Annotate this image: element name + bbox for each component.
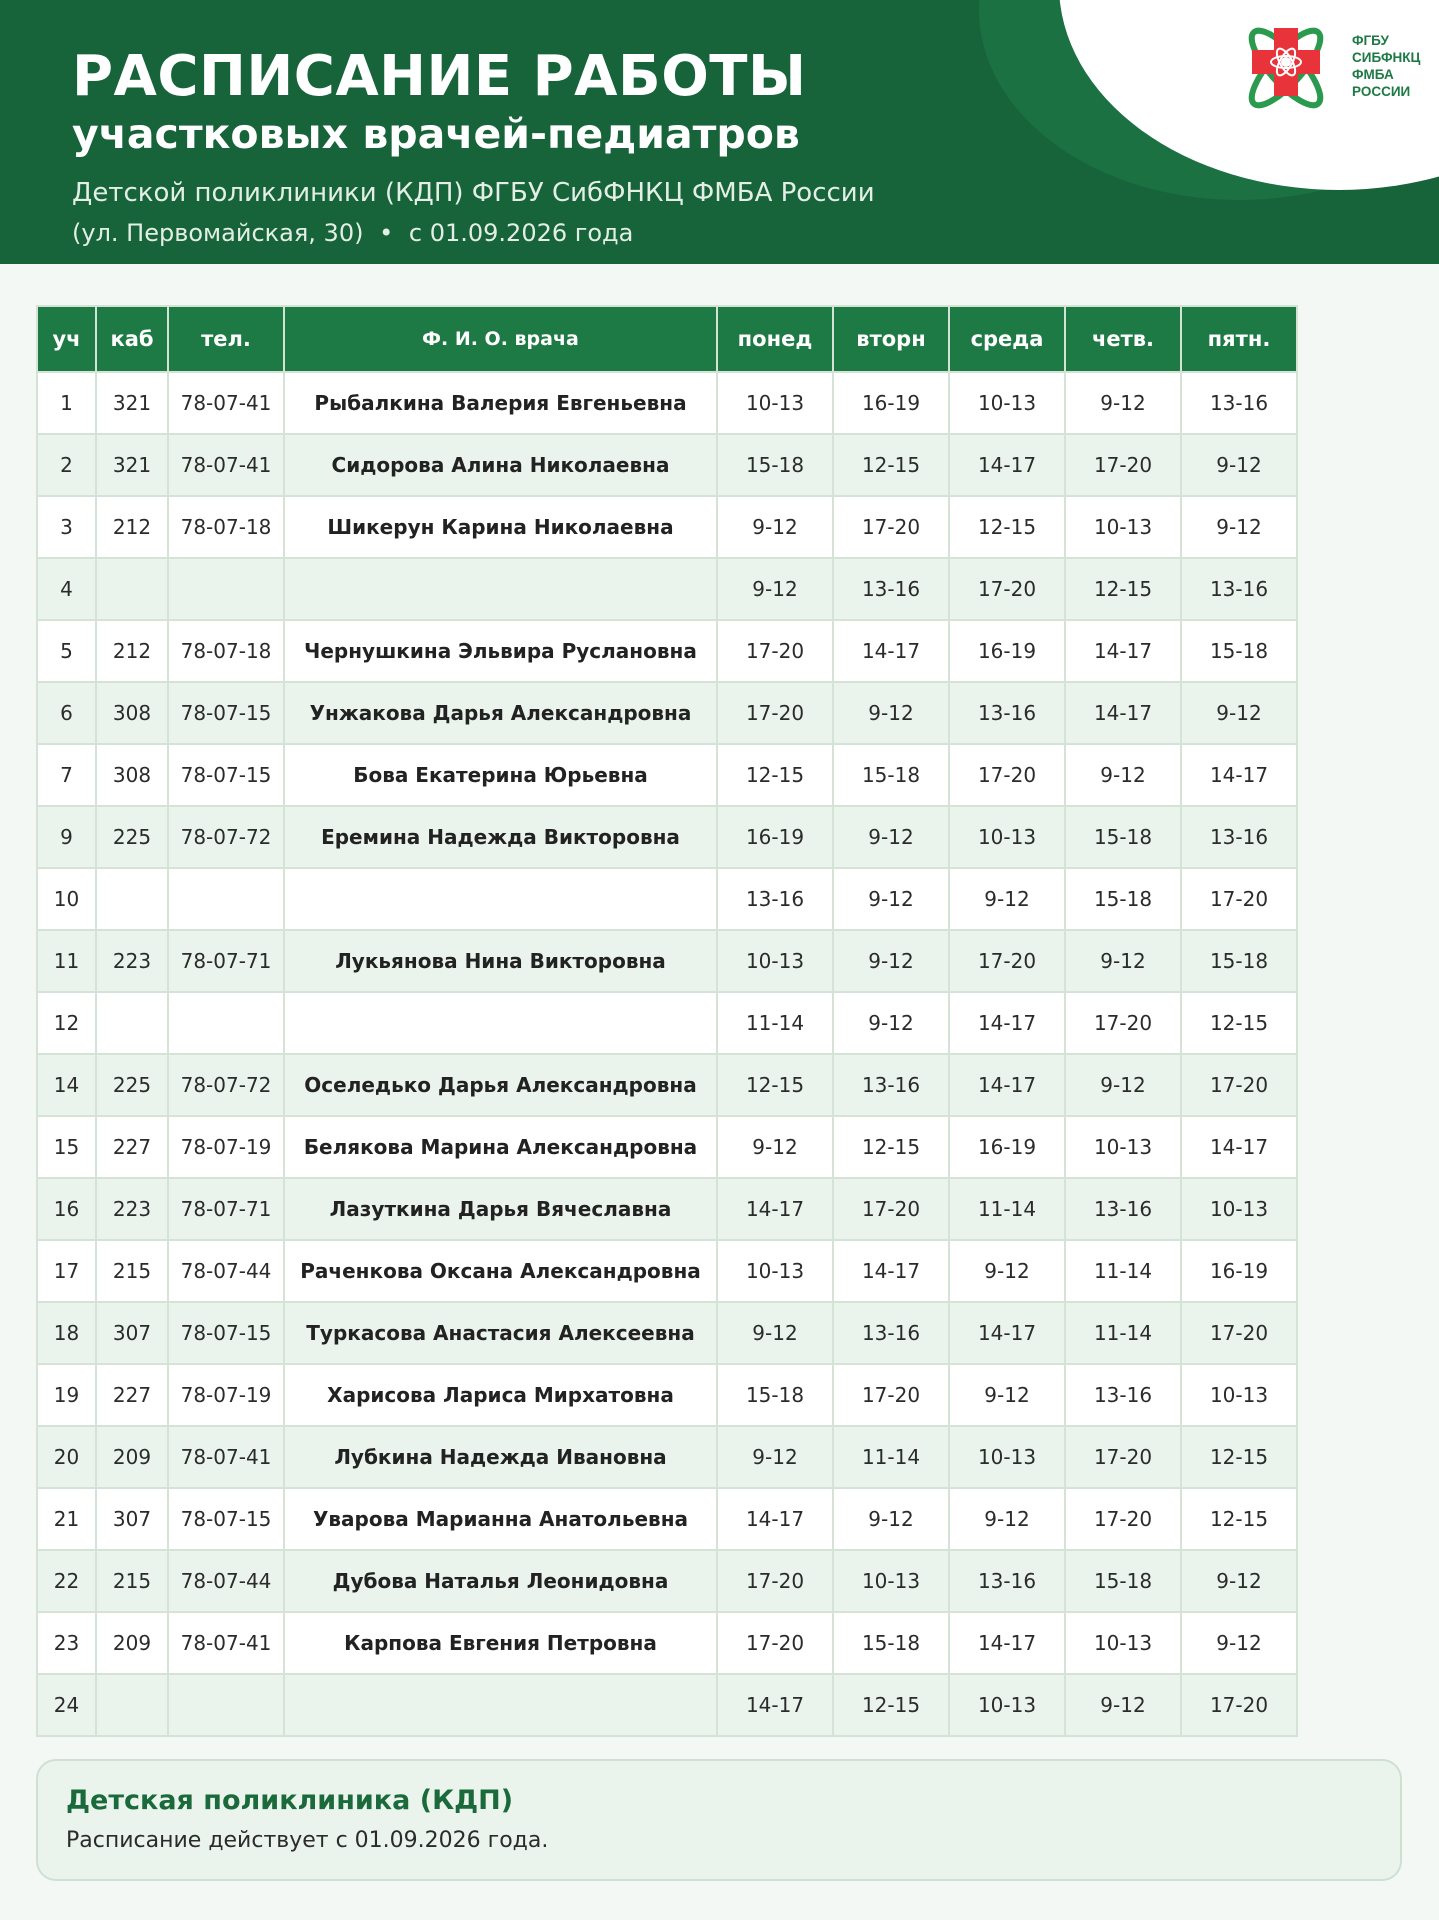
friday-hours-cell: 17-20 xyxy=(1181,868,1297,930)
doctor-name-cell: Белякова Марина Александровна xyxy=(284,1116,717,1178)
separator-dot: • xyxy=(379,219,394,247)
tuesday-hours-cell: 17-20 xyxy=(833,1178,949,1240)
doctor-name-cell: Лазуткина Дарья Вячеславна xyxy=(284,1178,717,1240)
district-number-cell: 23 xyxy=(37,1612,96,1674)
page-subtitle: участковых врачей-педиатров xyxy=(72,110,800,158)
room-cell xyxy=(96,868,168,930)
friday-hours-cell: 9-12 xyxy=(1181,682,1297,744)
district-number-cell: 7 xyxy=(37,744,96,806)
tuesday-hours-cell: 14-17 xyxy=(833,620,949,682)
doctor-name-cell: Харисова Лариса Мирхатовна xyxy=(284,1364,717,1426)
thursday-hours-cell: 10-13 xyxy=(1065,1116,1181,1178)
monday-hours-cell: 15-18 xyxy=(717,1364,833,1426)
tuesday-hours-cell: 13-16 xyxy=(833,1302,949,1364)
friday-hours-cell: 17-20 xyxy=(1181,1054,1297,1116)
thursday-hours-cell: 17-20 xyxy=(1065,992,1181,1054)
schedule-table xyxy=(36,305,1298,1737)
friday-hours-cell: 10-13 xyxy=(1181,1178,1297,1240)
phone-cell xyxy=(168,992,284,1054)
schedule-table-container xyxy=(36,305,1296,1737)
tuesday-hours-cell: 12-15 xyxy=(833,434,949,496)
district-number-cell: 19 xyxy=(37,1364,96,1426)
thursday-hours-cell: 9-12 xyxy=(1065,744,1181,806)
wednesday-hours-cell: 13-16 xyxy=(949,682,1065,744)
district-number-cell: 6 xyxy=(37,682,96,744)
monday-hours-cell: 17-20 xyxy=(717,1612,833,1674)
district-number-cell: 24 xyxy=(37,1674,96,1736)
wednesday-hours-cell: 16-19 xyxy=(949,620,1065,682)
logo-text xyxy=(1352,32,1420,100)
district-number-cell: 4 xyxy=(37,558,96,620)
doctor-name-cell: Уварова Марианна Анатольевна xyxy=(284,1488,717,1550)
schedule-body xyxy=(37,372,1297,1736)
wednesday-hours-cell: 13-16 xyxy=(949,1550,1065,1612)
table-row xyxy=(37,620,1297,682)
district-number-cell: 17 xyxy=(37,1240,96,1302)
wednesday-hours-cell: 10-13 xyxy=(949,1674,1065,1736)
monday-hours-cell: 14-17 xyxy=(717,1674,833,1736)
tuesday-hours-cell: 12-15 xyxy=(833,1116,949,1178)
wednesday-hours-cell: 10-13 xyxy=(949,372,1065,434)
friday-hours-cell: 12-15 xyxy=(1181,1426,1297,1488)
friday-hours-cell: 14-17 xyxy=(1181,1116,1297,1178)
wednesday-hours-cell: 9-12 xyxy=(949,1488,1065,1550)
tuesday-hours-cell: 14-17 xyxy=(833,1240,949,1302)
monday-hours-cell: 9-12 xyxy=(717,1302,833,1364)
thursday-hours-cell: 9-12 xyxy=(1065,1674,1181,1736)
tuesday-hours-cell: 11-14 xyxy=(833,1426,949,1488)
friday-hours-cell: 9-12 xyxy=(1181,496,1297,558)
thursday-hours-cell: 13-16 xyxy=(1065,1364,1181,1426)
room-cell: 307 xyxy=(96,1302,168,1364)
wednesday-hours-cell: 16-19 xyxy=(949,1116,1065,1178)
room-cell: 212 xyxy=(96,496,168,558)
room-cell: 307 xyxy=(96,1488,168,1550)
room-cell: 223 xyxy=(96,1178,168,1240)
doctor-name-cell: Лубкина Надежда Ивановна xyxy=(284,1426,717,1488)
phone-cell: 78-07-15 xyxy=(168,682,284,744)
room-cell: 209 xyxy=(96,1612,168,1674)
column-header-kab: каб xyxy=(96,306,168,372)
monday-hours-cell: 17-20 xyxy=(717,1550,833,1612)
district-number-cell: 15 xyxy=(37,1116,96,1178)
column-header-friday: пятн. xyxy=(1181,306,1297,372)
tuesday-hours-cell: 9-12 xyxy=(833,682,949,744)
monday-hours-cell: 10-13 xyxy=(717,930,833,992)
monday-hours-cell: 10-13 xyxy=(717,1240,833,1302)
column-header-wednesday: среда xyxy=(949,306,1065,372)
table-row xyxy=(37,992,1297,1054)
phone-cell: 78-07-18 xyxy=(168,620,284,682)
phone-cell: 78-07-72 xyxy=(168,806,284,868)
district-number-cell: 2 xyxy=(37,434,96,496)
phone-cell xyxy=(168,868,284,930)
wednesday-hours-cell: 14-17 xyxy=(949,434,1065,496)
doctor-name-cell: Дубова Наталья Леонидовна xyxy=(284,1550,717,1612)
wednesday-hours-cell: 9-12 xyxy=(949,1364,1065,1426)
column-header-doctor-name: Ф. И. О. врача xyxy=(284,306,717,372)
room-cell: 321 xyxy=(96,372,168,434)
table-row xyxy=(37,868,1297,930)
tuesday-hours-cell: 15-18 xyxy=(833,1612,949,1674)
table-row xyxy=(37,1550,1297,1612)
wednesday-hours-cell: 14-17 xyxy=(949,1612,1065,1674)
district-number-cell: 21 xyxy=(37,1488,96,1550)
doctor-name-cell: Рыбалкина Валерия Евгеньевна xyxy=(284,372,717,434)
doctor-name-cell: Шикерун Карина Николаевна xyxy=(284,496,717,558)
phone-cell: 78-07-18 xyxy=(168,496,284,558)
address-line xyxy=(72,219,641,247)
phone-cell: 78-07-19 xyxy=(168,1364,284,1426)
phone-cell: 78-07-19 xyxy=(168,1116,284,1178)
monday-hours-cell: 12-15 xyxy=(717,744,833,806)
wednesday-hours-cell: 12-15 xyxy=(949,496,1065,558)
monday-hours-cell: 16-19 xyxy=(717,806,833,868)
room-cell: 227 xyxy=(96,1116,168,1178)
tuesday-hours-cell: 16-19 xyxy=(833,372,949,434)
phone-cell xyxy=(168,558,284,620)
doctor-name-cell: Еремина Надежда Викторовна xyxy=(284,806,717,868)
monday-hours-cell: 9-12 xyxy=(717,1116,833,1178)
friday-hours-cell: 15-18 xyxy=(1181,930,1297,992)
header-banner xyxy=(0,0,1439,264)
room-cell: 215 xyxy=(96,1240,168,1302)
thursday-hours-cell: 9-12 xyxy=(1065,372,1181,434)
table-row xyxy=(37,930,1297,992)
friday-hours-cell: 14-17 xyxy=(1181,744,1297,806)
phone-cell: 78-07-71 xyxy=(168,930,284,992)
thursday-hours-cell: 10-13 xyxy=(1065,496,1181,558)
logo-text-line: ФМБА xyxy=(1352,67,1394,82)
note-title: Детская поликлиника (КДП) xyxy=(66,1785,514,1816)
clinic-name: Детской поликлиники (КДП) ФГБУ СибФНКЦ ФМБА России xyxy=(72,178,875,208)
doctor-name-cell: Лукьянова Нина Викторовна xyxy=(284,930,717,992)
phone-cell: 78-07-41 xyxy=(168,1426,284,1488)
district-number-cell: 12 xyxy=(37,992,96,1054)
doctor-name-cell: Оселедько Дарья Александровна xyxy=(284,1054,717,1116)
doctor-name-cell: Бова Екатерина Юрьевна xyxy=(284,744,717,806)
column-header-thursday: четв. xyxy=(1065,306,1181,372)
room-cell: 225 xyxy=(96,806,168,868)
phone-cell: 78-07-41 xyxy=(168,372,284,434)
friday-hours-cell: 12-15 xyxy=(1181,992,1297,1054)
monday-hours-cell: 17-20 xyxy=(717,620,833,682)
thursday-hours-cell: 17-20 xyxy=(1065,1488,1181,1550)
effective-date: с 01.09.2026 года xyxy=(408,219,634,247)
phone-cell: 78-07-15 xyxy=(168,744,284,806)
doctor-name-cell: Раченкова Оксана Александровна xyxy=(284,1240,717,1302)
monday-hours-cell: 10-13 xyxy=(717,372,833,434)
column-header-tel: тел. xyxy=(168,306,284,372)
table-row xyxy=(37,1488,1297,1550)
tuesday-hours-cell: 17-20 xyxy=(833,496,949,558)
friday-hours-cell: 9-12 xyxy=(1181,1612,1297,1674)
thursday-hours-cell: 15-18 xyxy=(1065,868,1181,930)
table-row xyxy=(37,1674,1297,1736)
thursday-hours-cell: 10-13 xyxy=(1065,1612,1181,1674)
district-number-cell: 22 xyxy=(37,1550,96,1612)
room-cell: 209 xyxy=(96,1426,168,1488)
friday-hours-cell: 15-18 xyxy=(1181,620,1297,682)
friday-hours-cell: 17-20 xyxy=(1181,1302,1297,1364)
table-row xyxy=(37,372,1297,434)
monday-hours-cell: 9-12 xyxy=(717,558,833,620)
table-row xyxy=(37,558,1297,620)
friday-hours-cell: 13-16 xyxy=(1181,372,1297,434)
organization-logo xyxy=(1228,16,1433,121)
table-row xyxy=(37,1612,1297,1674)
district-number-cell: 14 xyxy=(37,1054,96,1116)
phone-cell: 78-07-15 xyxy=(168,1488,284,1550)
thursday-hours-cell: 9-12 xyxy=(1065,930,1181,992)
doctor-name-cell xyxy=(284,1674,717,1736)
column-header-uch: уч xyxy=(37,306,96,372)
table-row xyxy=(37,1302,1297,1364)
doctor-name-cell: Карпова Евгения Петровна xyxy=(284,1612,717,1674)
table-row xyxy=(37,1426,1297,1488)
tuesday-hours-cell: 9-12 xyxy=(833,992,949,1054)
monday-hours-cell: 14-17 xyxy=(717,1488,833,1550)
district-number-cell: 9 xyxy=(37,806,96,868)
tuesday-hours-cell: 13-16 xyxy=(833,558,949,620)
tuesday-hours-cell: 17-20 xyxy=(833,1364,949,1426)
table-row xyxy=(37,1178,1297,1240)
phone-cell: 78-07-41 xyxy=(168,1612,284,1674)
room-cell: 225 xyxy=(96,1054,168,1116)
info-note xyxy=(36,1759,1402,1881)
logo-text-line: СИБФНКЦ xyxy=(1352,50,1421,65)
doctor-name-cell: Чернушкина Эльвира Руслановна xyxy=(284,620,717,682)
phone-cell: 78-07-71 xyxy=(168,1178,284,1240)
logo-text-line: ФГБУ xyxy=(1352,33,1389,48)
tuesday-hours-cell: 15-18 xyxy=(833,744,949,806)
monday-hours-cell: 13-16 xyxy=(717,868,833,930)
column-header-monday: понед xyxy=(717,306,833,372)
table-header-row xyxy=(37,306,1297,372)
phone-cell: 78-07-44 xyxy=(168,1550,284,1612)
district-number-cell: 18 xyxy=(37,1302,96,1364)
tuesday-hours-cell: 9-12 xyxy=(833,1488,949,1550)
wednesday-hours-cell: 17-20 xyxy=(949,558,1065,620)
wednesday-hours-cell: 10-13 xyxy=(949,1426,1065,1488)
room-cell xyxy=(96,992,168,1054)
wednesday-hours-cell: 9-12 xyxy=(949,1240,1065,1302)
wednesday-hours-cell: 14-17 xyxy=(949,992,1065,1054)
monday-hours-cell: 12-15 xyxy=(717,1054,833,1116)
room-cell: 227 xyxy=(96,1364,168,1426)
wednesday-hours-cell: 11-14 xyxy=(949,1178,1065,1240)
doctor-name-cell xyxy=(284,992,717,1054)
phone-cell: 78-07-41 xyxy=(168,434,284,496)
phone-cell: 78-07-15 xyxy=(168,1302,284,1364)
district-number-cell: 1 xyxy=(37,372,96,434)
thursday-hours-cell: 11-14 xyxy=(1065,1302,1181,1364)
friday-hours-cell: 17-20 xyxy=(1181,1674,1297,1736)
tuesday-hours-cell: 12-15 xyxy=(833,1674,949,1736)
friday-hours-cell: 12-15 xyxy=(1181,1488,1297,1550)
table-row xyxy=(37,1364,1297,1426)
monday-hours-cell: 9-12 xyxy=(717,1426,833,1488)
monday-hours-cell: 14-17 xyxy=(717,1178,833,1240)
wednesday-hours-cell: 17-20 xyxy=(949,930,1065,992)
table-row xyxy=(37,682,1297,744)
logo-text-line: РОССИИ xyxy=(1352,84,1411,99)
phone-cell: 78-07-72 xyxy=(168,1054,284,1116)
thursday-hours-cell: 14-17 xyxy=(1065,682,1181,744)
doctor-name-cell xyxy=(284,558,717,620)
thursday-hours-cell: 9-12 xyxy=(1065,1054,1181,1116)
room-cell: 308 xyxy=(96,682,168,744)
room-cell: 215 xyxy=(96,1550,168,1612)
room-cell: 321 xyxy=(96,434,168,496)
district-number-cell: 5 xyxy=(37,620,96,682)
monday-hours-cell: 17-20 xyxy=(717,682,833,744)
table-row xyxy=(37,1054,1297,1116)
table-row xyxy=(37,1240,1297,1302)
thursday-hours-cell: 15-18 xyxy=(1065,806,1181,868)
friday-hours-cell: 9-12 xyxy=(1181,1550,1297,1612)
thursday-hours-cell: 15-18 xyxy=(1065,1550,1181,1612)
friday-hours-cell: 10-13 xyxy=(1181,1364,1297,1426)
table-row xyxy=(37,434,1297,496)
district-number-cell: 10 xyxy=(37,868,96,930)
tuesday-hours-cell: 9-12 xyxy=(833,806,949,868)
thursday-hours-cell: 11-14 xyxy=(1065,1240,1181,1302)
column-header-tuesday: вторн xyxy=(833,306,949,372)
district-number-cell: 3 xyxy=(37,496,96,558)
room-cell xyxy=(96,558,168,620)
table-row xyxy=(37,1116,1297,1178)
friday-hours-cell: 16-19 xyxy=(1181,1240,1297,1302)
thursday-hours-cell: 13-16 xyxy=(1065,1178,1181,1240)
room-cell: 223 xyxy=(96,930,168,992)
note-text: Расписание действует с 01.09.2026 года. xyxy=(66,1828,549,1853)
friday-hours-cell: 13-16 xyxy=(1181,558,1297,620)
phone-cell xyxy=(168,1674,284,1736)
monday-hours-cell: 9-12 xyxy=(717,496,833,558)
thursday-hours-cell: 17-20 xyxy=(1065,1426,1181,1488)
tuesday-hours-cell: 10-13 xyxy=(833,1550,949,1612)
phone-cell: 78-07-44 xyxy=(168,1240,284,1302)
monday-hours-cell: 11-14 xyxy=(717,992,833,1054)
tuesday-hours-cell: 13-16 xyxy=(833,1054,949,1116)
wednesday-hours-cell: 14-17 xyxy=(949,1302,1065,1364)
doctor-name-cell: Туркасова Анастасия Алексеевна xyxy=(284,1302,717,1364)
doctor-name-cell: Унжакова Дарья Александровна xyxy=(284,682,717,744)
wednesday-hours-cell: 17-20 xyxy=(949,744,1065,806)
district-number-cell: 20 xyxy=(37,1426,96,1488)
address: (ул. Первомайская, 30) xyxy=(72,219,364,247)
thursday-hours-cell: 14-17 xyxy=(1065,620,1181,682)
room-cell: 212 xyxy=(96,620,168,682)
tuesday-hours-cell: 9-12 xyxy=(833,868,949,930)
wednesday-hours-cell: 14-17 xyxy=(949,1054,1065,1116)
district-number-cell: 16 xyxy=(37,1178,96,1240)
wednesday-hours-cell: 9-12 xyxy=(949,868,1065,930)
table-row xyxy=(37,496,1297,558)
friday-hours-cell: 13-16 xyxy=(1181,806,1297,868)
medical-cross-atom-logo-icon xyxy=(1228,16,1348,121)
page-title: РАСПИСАНИЕ РАБОТЫ xyxy=(72,44,807,109)
room-cell: 308 xyxy=(96,744,168,806)
room-cell xyxy=(96,1674,168,1736)
monday-hours-cell: 15-18 xyxy=(717,434,833,496)
table-row xyxy=(37,744,1297,806)
tuesday-hours-cell: 9-12 xyxy=(833,930,949,992)
doctor-name-cell: Сидорова Алина Николаевна xyxy=(284,434,717,496)
friday-hours-cell: 9-12 xyxy=(1181,434,1297,496)
table-row xyxy=(37,806,1297,868)
thursday-hours-cell: 17-20 xyxy=(1065,434,1181,496)
thursday-hours-cell: 12-15 xyxy=(1065,558,1181,620)
wednesday-hours-cell: 10-13 xyxy=(949,806,1065,868)
doctor-name-cell xyxy=(284,868,717,930)
district-number-cell: 11 xyxy=(37,930,96,992)
